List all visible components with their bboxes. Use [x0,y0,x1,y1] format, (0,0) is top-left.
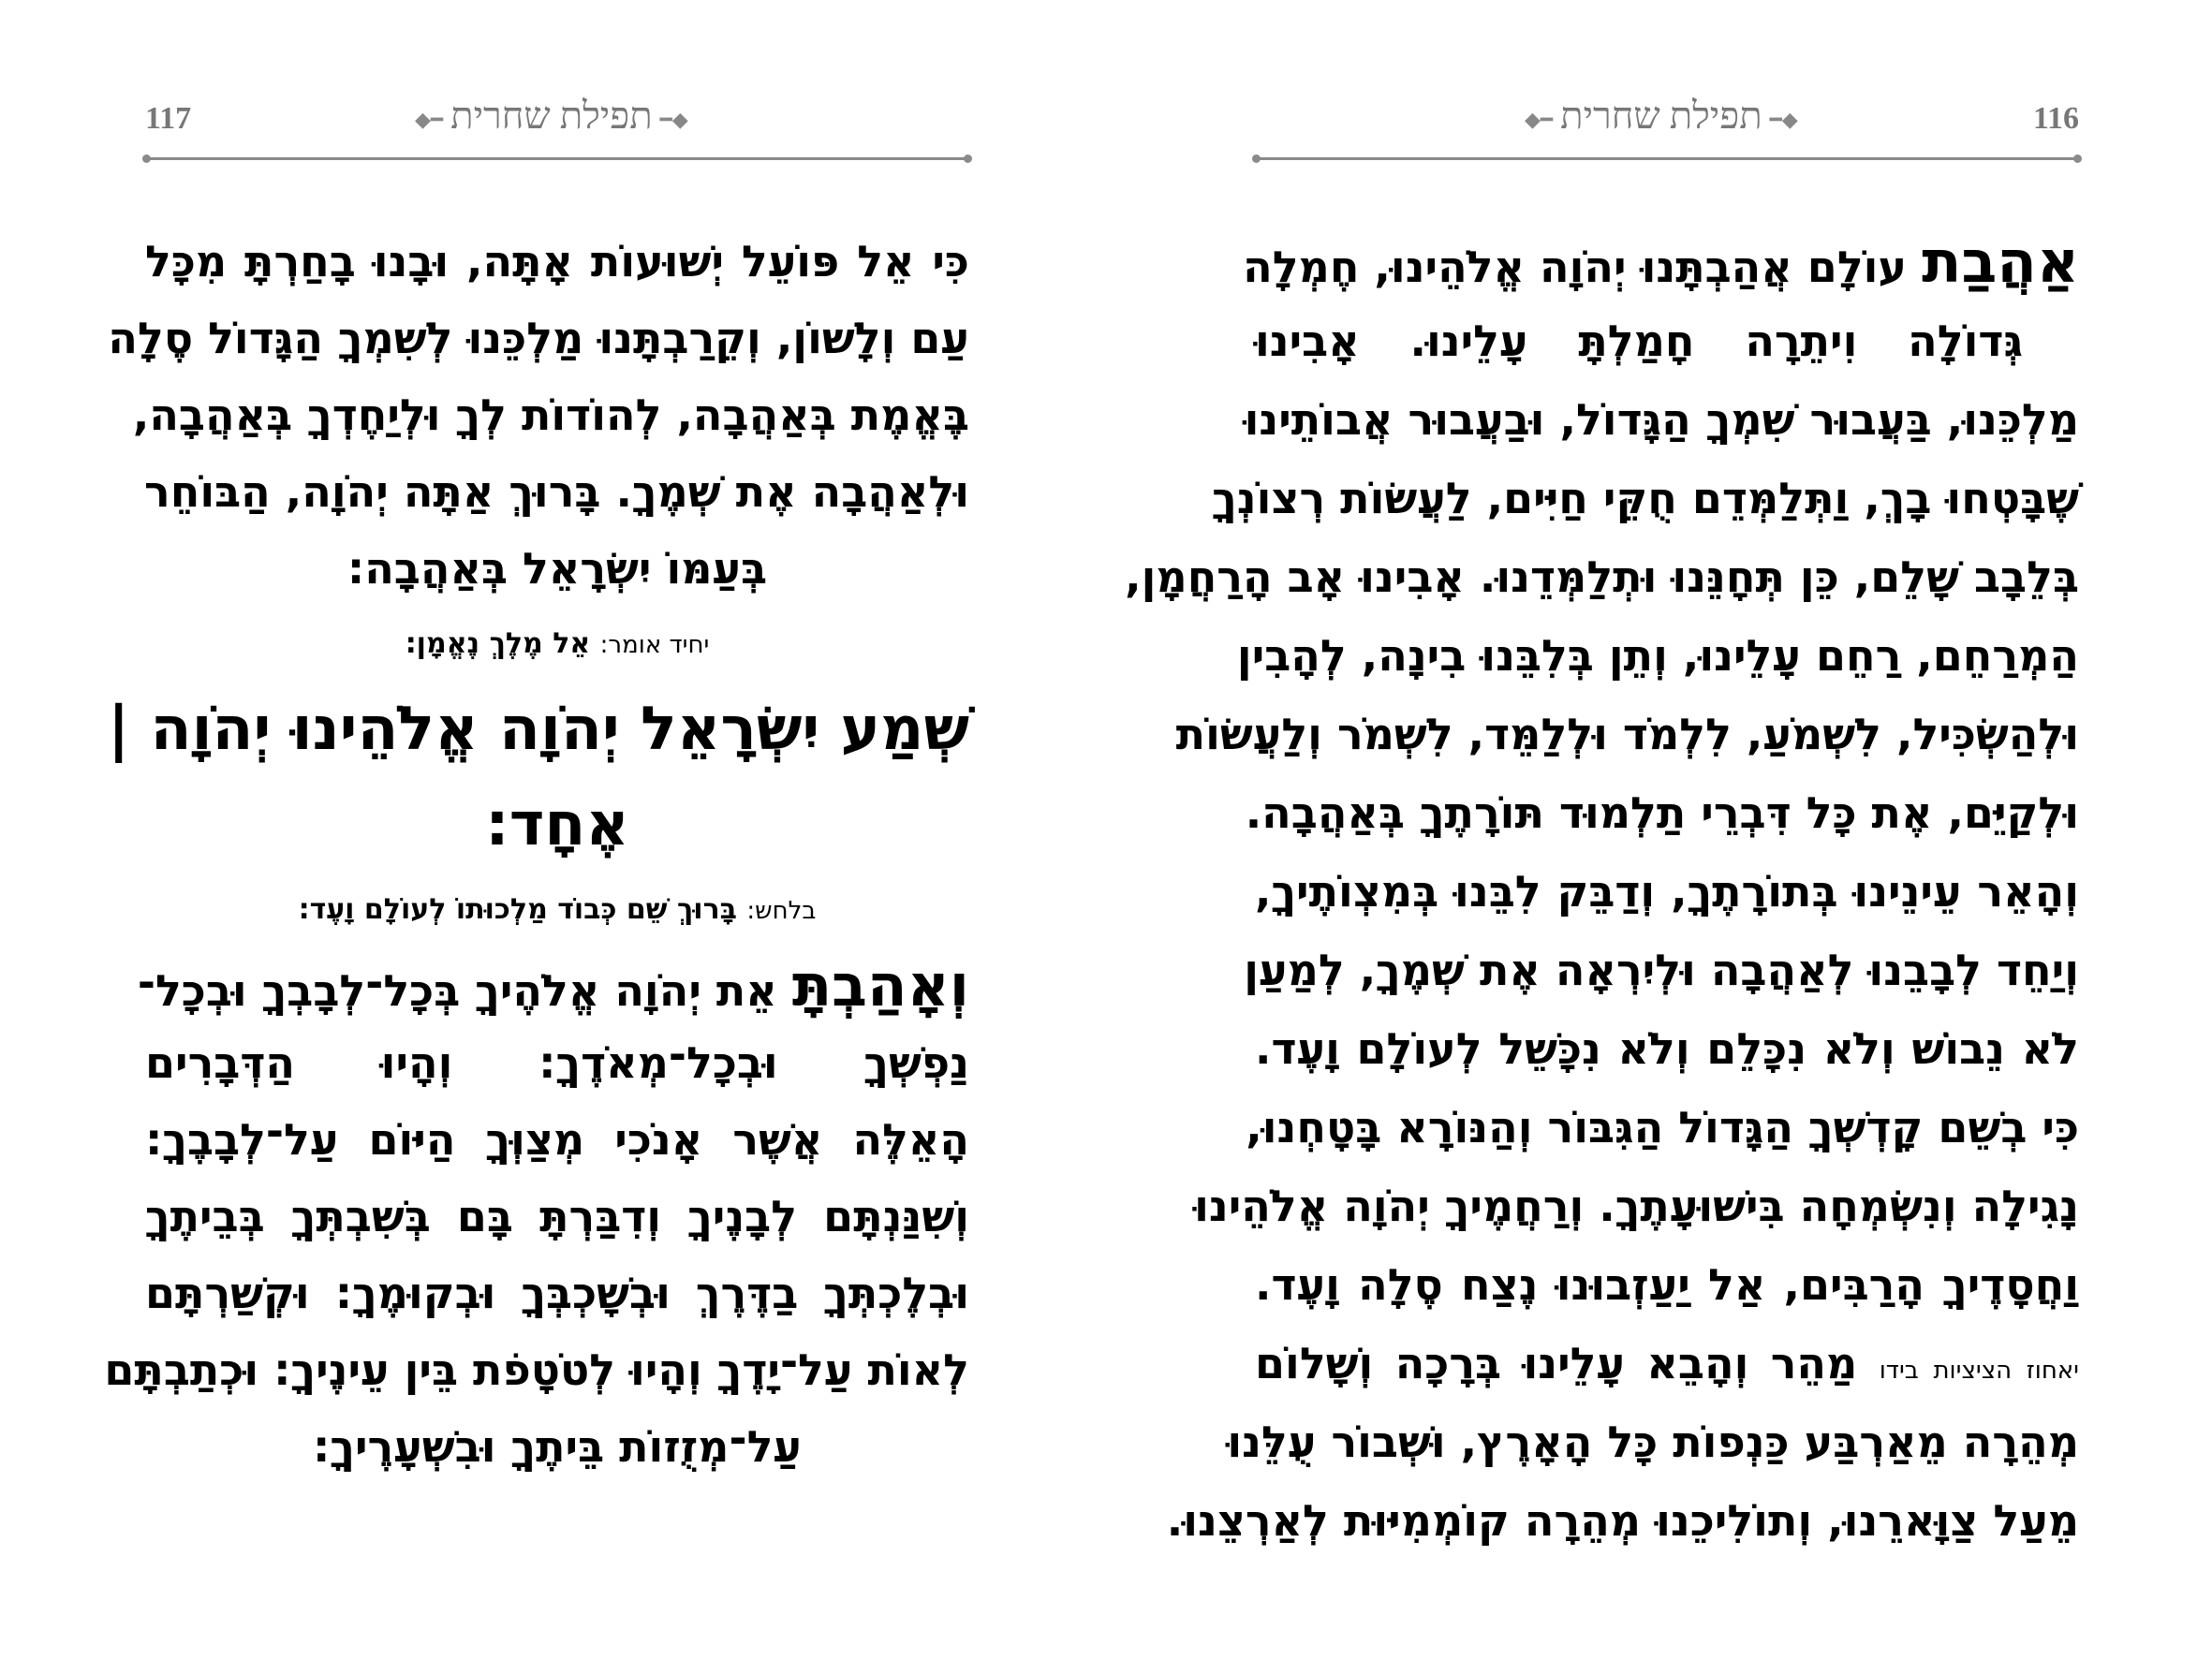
running-title-text: תפילת שחרית [1560,95,1762,137]
ahavat-first-line [1243,223,2079,301]
text-line: עַם וְלָשׁוֹן, וְקֵרַבְתָּנוּ מַלְכֵּנוּ לְשִׁמְךָ הַגָּדוֹל סֶלָה [108,313,969,363]
instruction-label: יחיד אומר: [599,631,710,659]
text-line: הָאֵלֶּה אֲשֶׁר אָנֹכִי מְצַוְּךָ הַיּוֹם עַל־לְבָבֶךָ: [145,1114,969,1165]
running-title [407,94,696,138]
tzitzit-line [1255,1324,2079,1402]
text-line: כִּי אֵל פּוֹעֵל יְשׁוּעוֹת אָתָּה, וּבָנוּ בָחַרְתָּ מִכָּל [145,236,969,286]
running-title [1517,94,1806,138]
text-line: וְשִׁנַּנְתָּם לְבָנֶיךָ וְדִבַּרְתָּ בָּם בְּשִׁבְתְּךָ בְּבֵיתֶךָ [145,1191,969,1241]
page-number: 117 [145,101,192,136]
header-rule [1255,157,2079,160]
ornament-icon: ◆━ [1769,107,1798,131]
opening-word: וְאָהַבְתָּ [791,951,969,1020]
opening-word: אַהֲבַת [1922,228,2079,296]
yachid-line [145,607,969,682]
running-title-text: תפילת שחרית [450,95,653,137]
yachid-text: אֵל מֶלֶךְ נֶאֱמָן: [405,627,591,660]
text-line: וַחֲסָדֶיךָ הָרַבִּים, אַל יַעַזְבוּנוּ נֶצַח סֶלָה וָעֶד. [1255,1259,2079,1310]
page-header [1255,94,2079,150]
text-line: בְּלֵבָב שָׁלֵם, כֵּן תְּחָנֵּנוּ וּתְלַמְּדֵנוּ. אָבִינוּ אָב הָרַחֲמָן, [1125,551,2079,602]
text-line: הַמְרַחֵם, רַחֵם עָלֵינוּ, וְתֵן בְּלִבֵּנוּ בִינָה, לְהָבִין [1236,630,2079,681]
header-rule [145,157,969,160]
page-body [1125,223,2079,1560]
line-rest: מַהֵר וְהָבֵא עָלֵינוּ בְּרָכָה וְשָׁלוֹם [1255,1338,1858,1388]
page-117 [104,0,969,1659]
text-line: נָגִילָה וְנִשְׂמְחָה בִּישׁוּעָתֶךָ. וְרַחֲמֶיךָ יְהֹוָה אֱלֹהֵינוּ [1194,1181,2079,1231]
ornament-icon: ◆━ [659,107,688,131]
text-line: וּלְאַהֲבָה אֶת שְׁמֶךָ. בָּרוּךְ אַתָּה יְהֹוָה, הַבּוֹחֵר [144,466,969,517]
veahavta-first-line [137,947,969,1024]
text-line: בְּעַמּוֹ יִשְׂרָאֵל בְּאַהֲבָה: [347,543,768,594]
text-line: עַל־מְזֻזוֹת בֵּיתֶךָ וּבִשְׁעָרֶיךָ: [313,1421,802,1472]
text-line: וְהָאֵר עֵינֵינוּ בְּתוֹרָתֶךָ, וְדַבֵּק לִבֵּנוּ בְּמִצְוֹתֶיךָ, [1255,866,2079,917]
text-line: לְאוֹת עַל־יָדֶךָ וְהָיוּ לְטֹטָפֹת בֵּין עֵינֶיךָ: וּכְתַבְתָּם [104,1344,969,1395]
text-line: וְיַחֵד לְבָבֵנוּ לְאַהֲבָה וּלְיִרְאָה אֶת שְׁמֶךָ, לְמַעַן [1244,945,2079,995]
text-line: מֵעַל צַוָּארֵנוּ, וְתוֹלִיכֵנוּ מְהֵרָה קוֹמְמִיּוּת לְאַרְצֵנוּ. [1166,1495,2079,1546]
page-number: 116 [2032,101,2079,136]
page-header [145,94,969,150]
text-line: לֹא נֵבוֹשׁ וְלֹא נִכָּלֵם וְלֹא נִכָּשֵׁל לְעוֹלָם וָעֶד. [1255,1023,2079,1074]
text-line: וּלְקַיֵּם, אֶת כָּל דִּבְרֵי תַלְמוּד תּוֹרָתֶךָ בְּאַהֲבָה. [1245,787,2079,838]
text-line: מְהֵרָה מֵאַרְבַּע כַּנְפוֹת כָּל הָאָרֶץ, וּשְׁבוֹר עֻלֵּנוּ [1227,1417,2079,1467]
text-line: מַלְכֵּנוּ, בַּעֲבוּר שִׁמְךָ הַגָּדוֹל, וּבַעֲבוּר אֲבוֹתֵינוּ [1244,394,2079,445]
text-line: וּלְהַשְׂכִּיל, לִשְׁמֹעַ, לִלְמֹד וּלְלַמֵּד, לִשְׁמֹר וְלַעֲשׂוֹת [1175,709,2079,759]
line-rest: אֵת יְהֹוָה אֱלֹהֶיךָ בְּכָל־לְבָבְךָ וּבְכָל־ [137,965,777,1016]
text-line: נַפְשְׁךָ וּבְכָל־מְאֹדֶךָ: וְהָיוּ הַדְּבָרִים [145,1037,969,1088]
page-116 [1125,0,2079,1659]
ornament-icon: ━◆ [415,107,444,131]
page-body [104,223,969,1485]
shema-line: אֶחָד: [485,790,629,859]
text-line: בֶּאֱמֶת בְּאַהֲבָה, לְהוֹדוֹת לְךָ וּלְיַחֶדְךָ בְּאַהֲבָה, [132,389,969,440]
text-line: שֶׁבָּטְחוּ בָךְ, וַתְּלַמְּדֵם חֻקֵּי חַיִּים, לַעֲשׂוֹת רְצוֹנְךָ [1212,473,2079,523]
line-rest: עוֹלָם אֲהַבְתָּנוּ יְהֹוָה אֱלֹהֵינוּ, חֶמְלָה [1243,242,1908,292]
text-line: גְּדוֹלָה וִיתֵרָה חָמַלְתָּ עָלֵינוּ. אָבִינוּ [1255,316,2023,366]
instruction-label: יאחוז הציציות בידו [1879,1357,2079,1385]
text-line: כִּי בְשֵׁם קָדְשְׁךָ הַגָּדוֹל הַגִּבּוֹר וְהַנּוֹרָא בָּטָחְנוּ, [1246,1102,2079,1152]
text-line: וּבְלֶכְתְּךָ בַדֶּרֶךְ וּבְשָׁכְבְּךָ וּבְקוּמֶךָ: וּקְשַׁרְתָּם [145,1268,969,1318]
ornament-icon: ━◆ [1525,107,1554,131]
baruch-shem-text: בָּרוּךְ שֵׁם כְּבוֹד מַלְכוּתוֹ לְעוֹלָם וָעֶד: [298,893,737,926]
instruction-label: בלחש: [746,897,817,925]
shema-line: שְׁמַע יִשְׂרָאֵל יְהֹוָה אֱלֹהֵינוּ יְהֹוָה | [107,695,969,764]
belachash-line [145,873,969,947]
